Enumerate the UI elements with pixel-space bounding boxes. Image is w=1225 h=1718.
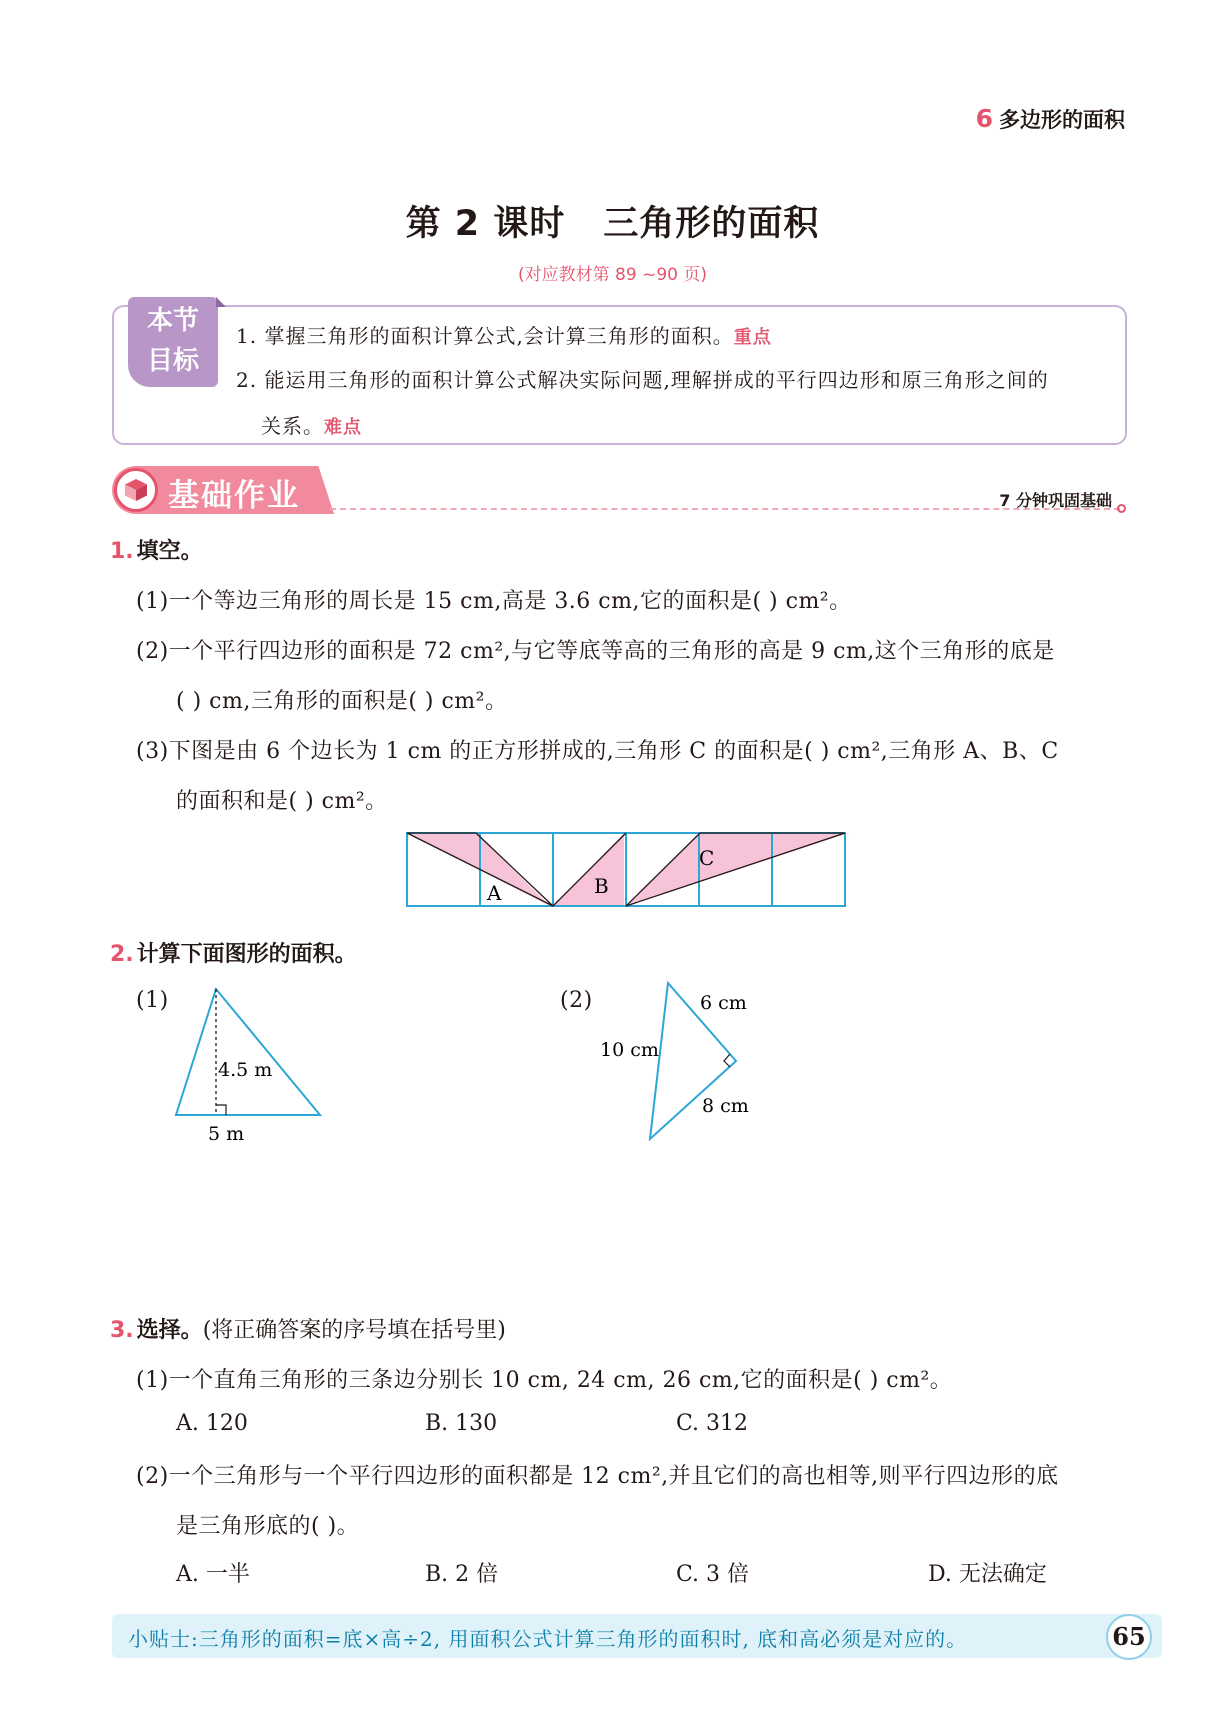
cube-icon bbox=[123, 477, 149, 503]
q1-part1: (1)一个等边三角形的周长是 15 cm,高是 3.6 cm,它的面积是( ) cm²。 bbox=[136, 589, 852, 614]
fig1-base-label: 5 m bbox=[208, 1123, 245, 1145]
q3-p2-option-b: B. 2 倍 bbox=[425, 1562, 499, 1587]
q3-p1-option-c: C. 312 bbox=[676, 1411, 749, 1436]
q1-part2: (2)一个平行四边形的面积是 72 cm²,与它等底等高的三角形的高是 9 cm,这个三角形的底是 bbox=[136, 639, 1055, 664]
q3-p2-option-d: D. 无法确定 bbox=[928, 1562, 1047, 1587]
q3-part2-cont: 是三角形底的( )。 bbox=[176, 1514, 360, 1539]
tip-text: 小贴士:三角形的面积=底×高÷2, 用面积公式计算三角形的面积时, 底和高必须是对应的。 bbox=[128, 1627, 968, 1651]
q3-p2-option-a: A. 一半 bbox=[176, 1562, 250, 1587]
goal-item-2-cont: 关系。难点 bbox=[261, 414, 362, 438]
q3-heading: 3. 选择。(将正确答案的序号填在括号里) bbox=[110, 1318, 506, 1343]
q1-heading: 1. 填空。 bbox=[110, 539, 203, 564]
fig2-side1-label: 6 cm bbox=[700, 992, 747, 1014]
squares-figure bbox=[404, 830, 854, 910]
goal-item-2: 2. 能运用三角形的面积计算公式解决实际问题,理解拼成的平行四边形和原三角形之间的 bbox=[236, 368, 1049, 392]
q2-heading: 2. 计算下面图形的面积。 bbox=[110, 942, 357, 967]
key-point-mark: 重点 bbox=[733, 327, 772, 348]
page-number: 65 bbox=[1106, 1614, 1152, 1660]
chapter-header bbox=[976, 104, 1125, 134]
q3-part1: (1)一个直角三角形的三条边分别长 10 cm, 24 cm, 26 cm,它的面积是( ) cm²。 bbox=[136, 1368, 953, 1393]
goals-tag-line1: 本节 bbox=[146, 306, 199, 336]
q3-p1-option-b: B. 130 bbox=[425, 1411, 498, 1436]
chapter-title: 多边形的面积 bbox=[999, 108, 1125, 132]
section-title: 基础作业 bbox=[168, 478, 300, 514]
goal-item-1: 1. 掌握三角形的面积计算公式,会计算三角形的面积。重点 bbox=[236, 324, 772, 348]
goals-tag bbox=[128, 297, 218, 387]
q2-fig2-label: (2) bbox=[560, 988, 593, 1013]
label-b: B bbox=[594, 874, 609, 898]
lesson-label: 第 2 课时 bbox=[405, 204, 566, 244]
triangle-figure-2 bbox=[596, 975, 766, 1145]
fig2-side3-label: 8 cm bbox=[702, 1095, 749, 1117]
fig2-side2-label: 10 cm bbox=[600, 1039, 659, 1061]
q1-part3: (3)下图是由 6 个边长为 1 cm 的正方形拼成的,三角形 C 的面积是( ) cm²,三角形 A、B、C bbox=[136, 739, 1059, 764]
q1-part2-cont: ( ) cm,三角形的面积是( ) cm²。 bbox=[176, 689, 508, 714]
q1-part3-cont: 的面积和是( ) cm²。 bbox=[176, 789, 388, 814]
label-c: C bbox=[699, 846, 715, 870]
label-a: A bbox=[487, 881, 502, 905]
q3-p2-option-c: C. 3 倍 bbox=[676, 1562, 750, 1587]
fig1-height-label: 4.5 m bbox=[218, 1059, 273, 1081]
lesson-topic: 三角形的面积 bbox=[603, 204, 820, 244]
q2-fig1-label: (1) bbox=[136, 988, 169, 1013]
goals-tag-fold bbox=[216, 297, 226, 307]
page-title bbox=[0, 196, 1225, 246]
triangle-figure-1 bbox=[170, 985, 340, 1145]
textbook-reference: (对应教材第 89 ~90 页) bbox=[518, 265, 707, 285]
goals-tag-line2: 目标 bbox=[146, 346, 199, 376]
chapter-number: 6 bbox=[975, 104, 993, 133]
q3-part2: (2)一个三角形与一个平行四边形的面积都是 12 cm²,并且它们的高也相等,则平行四边形的底 bbox=[136, 1464, 1059, 1489]
q3-p1-option-a: A. 120 bbox=[176, 1411, 248, 1436]
section-end-dot bbox=[1117, 504, 1126, 513]
section-note: 7 分钟巩固基础 bbox=[999, 491, 1112, 510]
difficult-point-mark: 难点 bbox=[324, 417, 362, 438]
